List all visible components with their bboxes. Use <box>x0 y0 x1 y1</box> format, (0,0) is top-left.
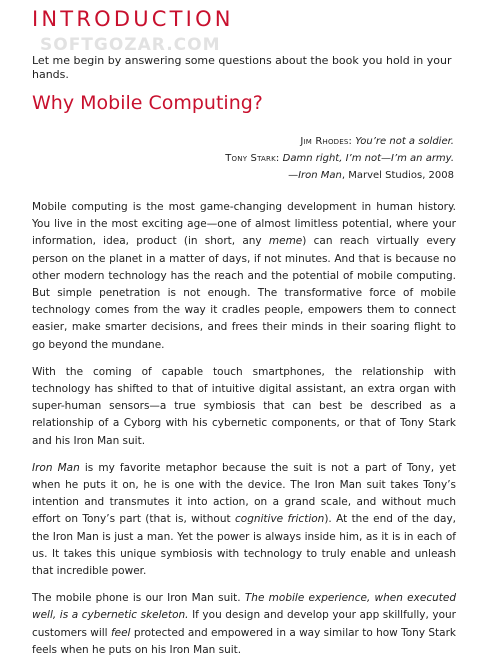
section-heading: Why Mobile Computing? <box>32 92 263 114</box>
paragraph-3: Iron Man is my favorite metaphor because the suit is not a part of Tony, yet when he puts it on, he is one with the device. The Iron Man suit takes Tony’s intention and transmutes it into action, on a grand scale, and without much effort on Tony’s part (that is, without cognitive friction). At the end of the day, the Iron Man is just a man. Yet the power is always inside him, as it is in each of us. It takes this unique symbiosis with technology to truly enable and unleash that incredible power. <box>32 461 456 578</box>
epigraph-source: —Iron Man, Marvel Studios, 2008 <box>288 170 454 181</box>
watermark-logo: SOFTGOZAR.COM <box>40 35 221 55</box>
epigraph-source-title: Iron Man <box>298 170 342 181</box>
epigraph-line-2 <box>225 150 454 167</box>
epigraph-speaker-2: Tony Stark: <box>225 153 280 164</box>
paragraph-4: The mobile phone is our Iron Man suit. The mobile experience, when executed well, is a cybernetic skeleton. If you design and develop your app skillfully, your customers will feel protected and empowered in a way similar to how Tony Stark feels when he puts on his Iron Man suit. <box>32 592 456 656</box>
epigraph-source-rest: , Marvel Studios, 2008 <box>341 170 454 181</box>
epigraph-quote-1: You’re not a soldier. <box>355 136 454 147</box>
epigraph-speaker-1: Jim Rhodes: <box>300 136 353 147</box>
epigraph <box>225 133 454 184</box>
paragraph-1: Mobile computing is the most game-changing development in human history. You live in the most exciting age—one of almost limitless potential, where your information, idea, product (in short, any meme) can reach virtually every person on the planet in a matter of days, if not minutes. And that is because no other modern technology has the reach and the potential of mobile computing. But simple penetration is not enough. The transformative force of mobile technology comes from the way it cradles people, empowers them to connect easier, make smarter decisions, and frees their minds in their soaring flight to go beyond the mundane. <box>32 201 456 351</box>
epigraph-quote-2: Damn right, I’m not—I’m an army. <box>282 153 454 164</box>
paragraph-2: With the coming of capable touch smartphones, the relationship with technology has shifted to that of intuitive digital assistant, an extra organ with super-human sensors—a true symbiosis that can best be described as a relationship of a Cyborg with his cybernetic components, or that of Tony Stark and his Iron Man suit. <box>32 365 456 447</box>
epigraph-line-1 <box>225 133 454 150</box>
intro-line: Let me begin by answering some questions about the book you hold in your hands. <box>32 54 452 81</box>
chapter-title: INTRODUCTION <box>32 7 234 31</box>
body-text <box>32 199 456 669</box>
